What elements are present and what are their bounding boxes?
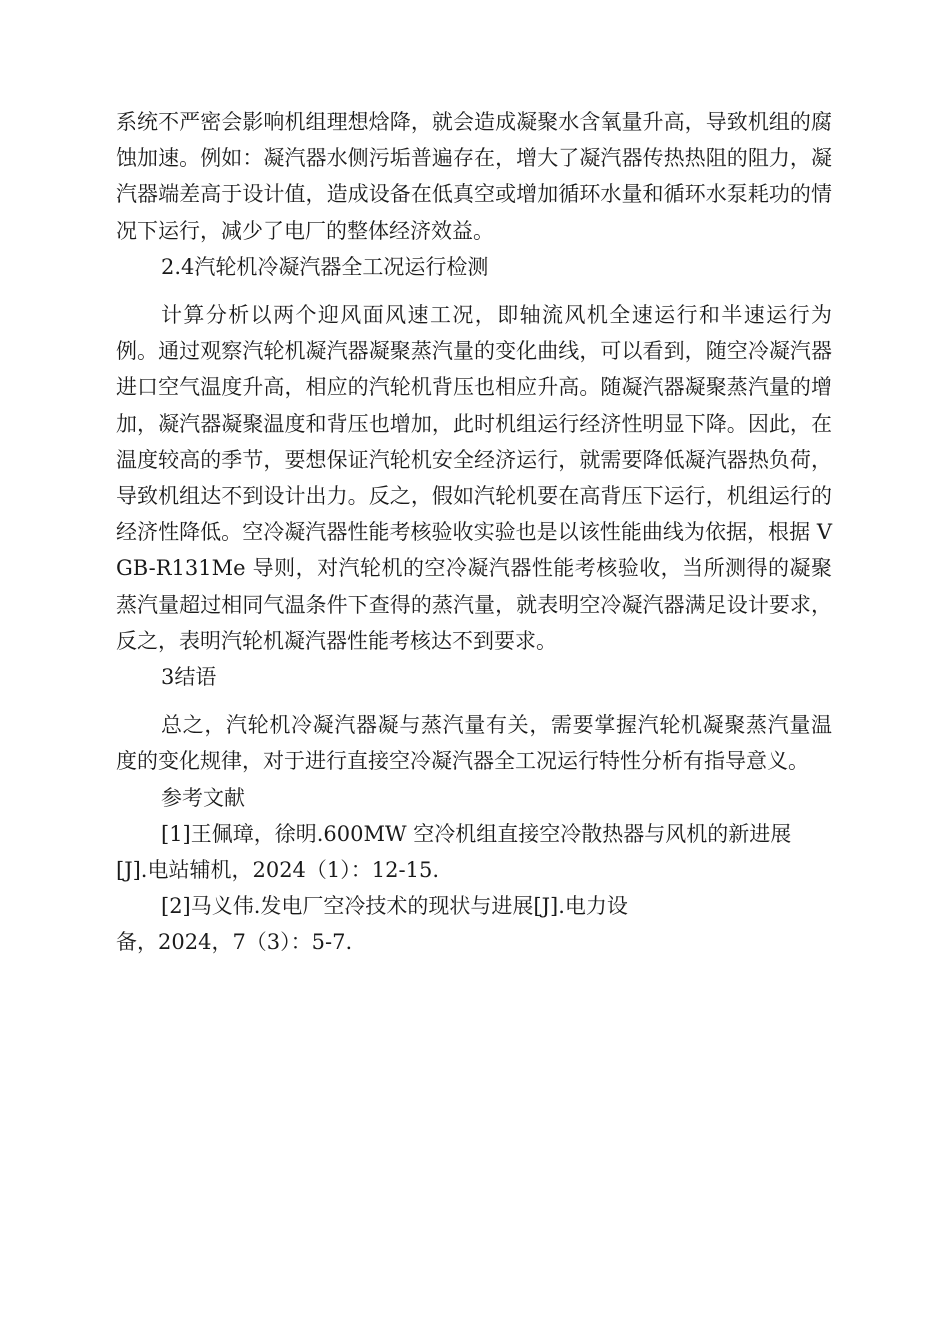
references-heading: 参考文献 <box>161 785 245 810</box>
reference-1-line-1: [1]王佩璋，徐明.600MW 空冷机组直接空冷散热器与风机的新进展 <box>161 821 792 846</box>
reference-item-2 <box>116 888 832 960</box>
reference-2-line-1: [2]马义伟.发电厂空冷技术的现状与进展[J].电力设 <box>161 894 628 919</box>
reference-item-1 <box>116 816 832 888</box>
reference-1-line-2: [J].电站辅机，2024（1）：12-15. <box>116 858 439 883</box>
section-heading-2-4: 2.4汽轮机冷凝汽器全工况运行检测 <box>161 254 489 279</box>
reference-2-line-2: 备，2024，7（3）：5-7. <box>116 930 353 955</box>
section-heading-conclusion: 3结语 <box>161 665 217 690</box>
paragraph-system-sealing: 系统不严密会影响机组理想焓降，就会造成凝聚水含氧量升高，导致机组的腐蚀加速。例如：凝汽器水侧污垢普遍存在，增大了凝汽器传热热阻的阻力，凝汽器端差高于设计值，造成设备在低真空或增加循环水量和循环水泵耗功的情况下运行，减少了电厂的整体经济效益。 <box>116 110 832 243</box>
paragraph-conclusion: 总之，汽轮机冷凝汽器凝与蒸汽量有关，需要掌握汽轮机凝聚蒸汽量温度的变化规律，对于进行直接空冷凝汽器全工况运行特性分析有指导意义。 <box>116 713 832 774</box>
paragraph-calculation-analysis: 计算分析以两个迎风面风速工况，即轴流风机全速运行和半速运行为例。通过观察汽轮机凝汽器凝聚蒸汽量的变化曲线，可以看到，随空冷凝汽器进口空气温度升高，相应的汽轮机背压也相应升高。随凝汽器凝聚蒸汽量的增加，凝汽器凝聚温度和背压也增加，此时机组运行经济性明显下降。因此，在温度较高的季节，要想保证汽轮机安全经济运行，就需要降低凝汽器热负荷，导致机组达不到设计出力。反之，假如汽轮机要在高背压下运行，机组运行的经济性降低。空冷凝汽器性能考核验收实验也是以该性能曲线为依据，根据 VGB-R131Me 导则，对汽轮机的空冷凝汽器性能考核验收，当所测得的凝聚蒸汽量超过相同气温条件下查得的蒸汽量，就表明空冷凝汽器满足设计要求，反之，表明汽轮机凝汽器性能考核达不到要求。 <box>116 303 832 653</box>
document-body <box>116 104 832 961</box>
